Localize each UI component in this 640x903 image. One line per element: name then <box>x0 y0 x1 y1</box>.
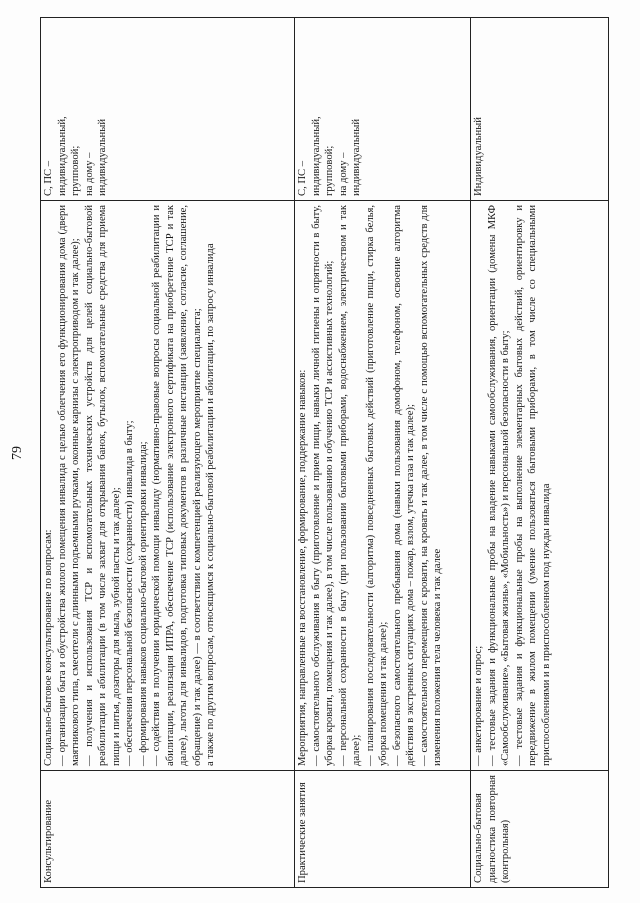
cell-type <box>41 771 295 888</box>
cell-type <box>295 771 471 888</box>
content-paragraph: — планирования последовательности (алгоритма) повседневных бытовых действий (приготовление пищи, стирка белья, уборка помещения и так далее); <box>364 205 389 766</box>
content-paragraph: — самостоятельного перемещения с кровати, на кровать и так далее, в том числе с помощью вспомогательных средств для изменения положения тела человека и так далее <box>418 205 443 766</box>
mode-line: групповой; <box>70 145 81 196</box>
content-paragraph: — тестовые задания и функциональные пробы на выполнение элементарных бытовых действий, ориентировку и передвижение в жилом помещении (умение пользоваться бытовыми приборами, в том числе со специальными приспособлениями и в приспособленном под нужды инвалида <box>513 205 552 766</box>
content-paragraph: а также по другим вопросам, относящимся к социально-бытовой реабилитации и абилитации, по запросу инвалида <box>205 243 216 766</box>
mode-line: индивидуальный, <box>310 116 322 196</box>
content-paragraph: — организации быта и обустройства жилого помещения инвалида с целью облегчения его функционирования дома (двери маятникового типа, смесители с длинными подъемными ручками, оконные карнизы с электроприводом и так далее); <box>56 205 81 766</box>
cell-type-text: Консультирование <box>43 799 54 883</box>
cell-content <box>41 201 295 771</box>
table-row <box>295 18 471 888</box>
page-number: 79 <box>10 446 25 460</box>
cell-type-text: Практические занятия <box>297 782 308 883</box>
mode-line: на дому – <box>337 152 349 196</box>
content-paragraph: — безопасного самостоятельного пребывания дома (навыки пользования домофоном, телефоном, освоение алгоритма действия в экстренных ситуациях дома – пожар, взлом, утечка газа и так далее); <box>391 205 416 766</box>
content-paragraph: — получения и использования ТСР и вспомогательных технических устройств для целей социально-бытовой реабилитации и абилитации (в том числе захват для открывания банок, бутылок, вспомогательные средства для приема пищи и питья, дозаторы для мыла, зубной пасты и так далее); <box>83 205 122 766</box>
content-paragraph: Социально-бытовое консультирование по вопросам: <box>43 529 54 766</box>
mode-line: С, ПС – <box>297 160 308 196</box>
content-paragraph: — анкетирование и опрос; <box>473 645 484 766</box>
content-paragraph: — тестовые задания и функциональные пробы на владение навыками самообслуживания, ориентации (домены МКФ «Самообслуживание», «Бытовая жизнь», «Мобильность») и персональной безопасности в быту; <box>486 205 511 766</box>
cell-mode <box>41 18 295 201</box>
mode-line: С, ПС – <box>43 160 54 196</box>
content-paragraph: Мероприятия, направленные на восстановление, формирование, поддержание навыков: <box>297 369 308 766</box>
cell-type <box>471 771 609 888</box>
mode-line: Индивидуальный <box>473 117 484 196</box>
cell-mode <box>471 18 609 201</box>
mode-line: индивидуальный, <box>56 116 68 196</box>
mode-line: групповой; <box>324 145 335 196</box>
cell-mode <box>295 18 471 201</box>
cell-content <box>295 201 471 771</box>
mode-line: на дому – <box>83 152 95 196</box>
mode-line: индивидуальный <box>97 119 108 196</box>
content-paragraph: — содействия в получении юридической помощи инвалиду (нормативно-правовые вопросы социальной реабилитации и абилитации, реализация ИПРА, обеспечение ТСР (использование электронного сертификата на приобретение ТСР и так далее), льготы для инвалидов, подготовка типовых документов в различные инстанции (заявление, согласие, соглашение, обращение) и так далее) — в соответствии с компетенцией реализующего мероприятие специалиста; <box>151 205 203 766</box>
table-row <box>471 18 609 888</box>
content-paragraph: — формирования навыков социально-бытовой ориентировки инвалида; <box>137 441 149 766</box>
content-paragraph: — обеспечения персональной безопасности (сохранности) инвалида в быту; <box>124 420 135 766</box>
rotated-content <box>10 18 610 888</box>
content-paragraph: — персональной сохранности в быту (при пользовании бытовыми приборами, водоснабжением, электричеством и так далее); <box>337 205 362 766</box>
rehabilitation-table <box>40 17 609 888</box>
cell-content <box>471 201 609 771</box>
table-row <box>41 18 295 888</box>
cell-type-text: Социально-бытовая диагностика повторная (контрольная) <box>473 775 511 883</box>
content-paragraph: — самостоятельного обслуживания в быту (приготовление и прием пищи, навыки личной гигиены и опрятности в быту, уборка кровати, помещения и так далее), в том числе пользованию и обучению ТСР и ассистивных технологий; <box>310 205 335 766</box>
mode-line: индивидуальный <box>351 119 362 196</box>
